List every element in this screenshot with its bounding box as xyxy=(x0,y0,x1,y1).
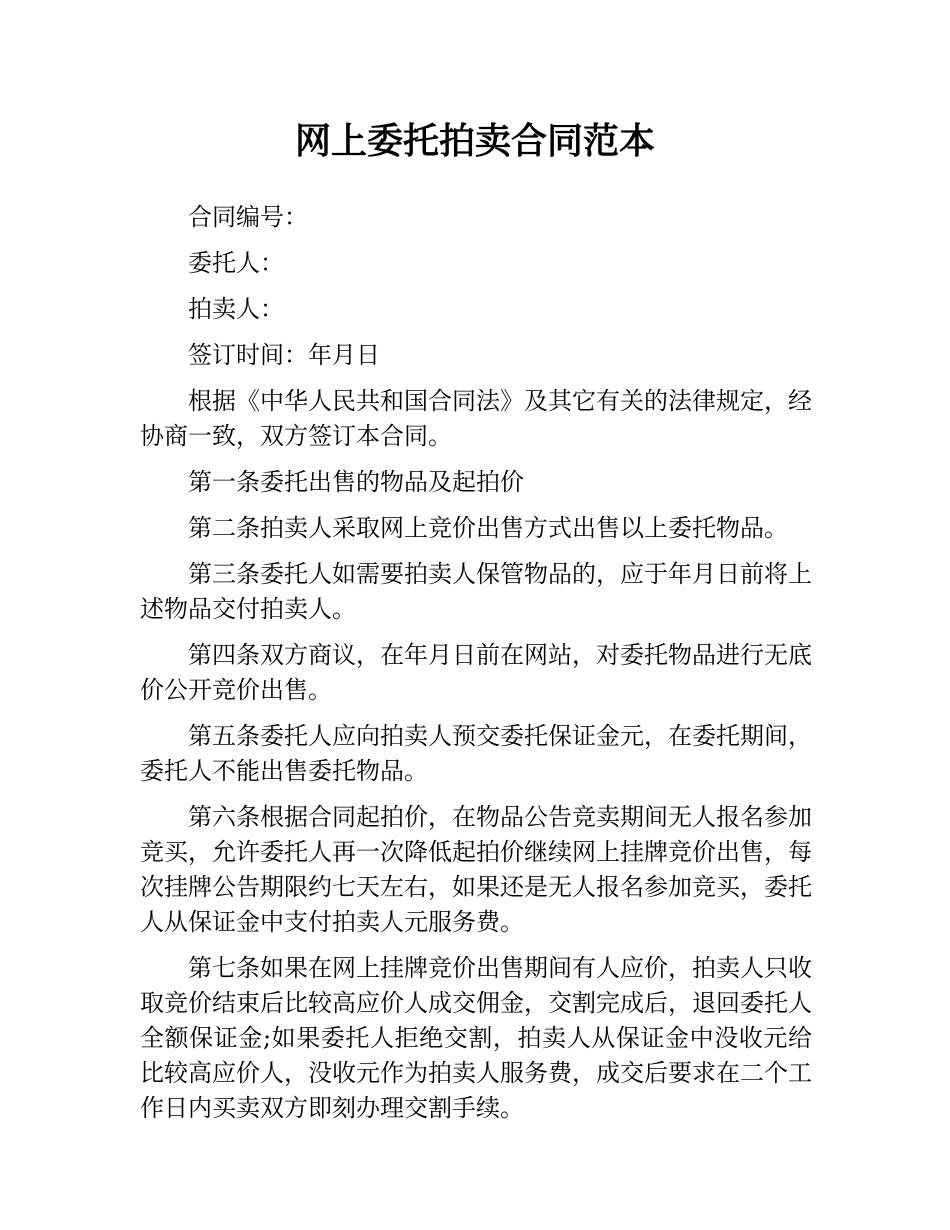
preamble-paragraph: 根据《中华人民共和国合同法》及其它有关的法律规定，经协商一致，双方签订本合同。 xyxy=(140,387,812,450)
contract-number-line: 合同编号： xyxy=(188,203,308,231)
article-3: 第三条委托人如需要拍卖人保管物品的，应于年月日前将上述物品交付拍卖人。 xyxy=(140,560,812,623)
principal-line: 委托人： xyxy=(188,249,284,277)
article-5: 第五条委托人应向拍卖人预交委托保证金元，在委托期间，委托人不能出售委托物品。 xyxy=(140,722,812,785)
article-4: 第四条双方商议，在年月日前在网站，对委托物品进行无底价公开竞价出售。 xyxy=(140,641,812,704)
article-2: 第二条拍卖人采取网上竞价出售方式出售以上委托物品。 xyxy=(188,514,788,542)
document-title: 网上委托拍卖合同范本 xyxy=(294,121,655,162)
article-6: 第六条根据合同起拍价，在物品公告竞卖期间无人报名参加竞买，允许委托人再一次降低起拍价继续网上挂牌竞价出售，每次挂牌公告期限约七天左右，如果还是无人报名参加竞买，委托人从保证金中支付拍卖人元服务费。 xyxy=(140,803,812,936)
signing-date-line: 签订时间：年月日 xyxy=(188,341,380,369)
document-body xyxy=(140,200,812,1137)
auctioneer-line: 拍卖人： xyxy=(188,295,284,323)
article-7: 第七条如果在网上挂牌竞价出售期间有人应价，拍卖人只收取竞价结束后比较高应价人成交佣金，交割完成后，退回委托人全额保证金;如果委托人拒绝交割，拍卖人从保证金中没收元给比较高应价人，没收元作为拍卖人服务费，成交后要求在二个工作日内买卖双方即刻办理交割手续。 xyxy=(140,954,812,1122)
article-1: 第一条委托出售的物品及起拍价 xyxy=(188,468,524,496)
